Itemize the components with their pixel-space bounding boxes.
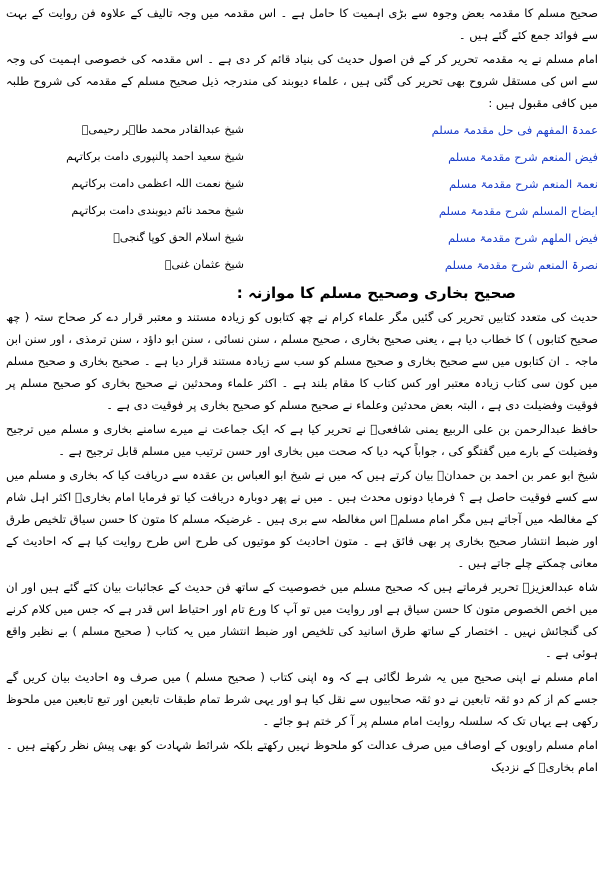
list-item <box>6 224 598 251</box>
book-title: فیض الملھم شرح مقدمۃ مسلم <box>448 230 598 245</box>
list-item <box>6 116 598 143</box>
body-paragraph-2: حافظ عبدالرحمن بن علی الربیع یمنی شافعیؒ نے تحریر کیا ہے کہ ایک جماعت نے میرے سامنے بخاری و مسلم میں ترجیح وفضیلت کے بارے میں گفتگو کی ، جواباً کہہ دیا کہ صحت میں بخاری اور حسن ترتیب میں مسلم قابل ترجیح ہے ۔ <box>6 422 598 458</box>
body-paragraph-1: حدیث کی متعدد کتابیں تحریر کی گئیں مگر علماء کرام نے چھ کتابوں کو زیادہ مستند و معتبر قرار دے کر صحاح ستہ ( چھ صحیح کتابوں ) کا خطاب دیا ہے ، یعنی صحیح بخاری ، صحیح مسلم ، سنن نسائی ، سنن ابو داؤد ، سنن ترمذی ، اور سنن ابن ماجہ ۔ ان کتابوں میں سے صحیح بخاری و صحیح مسلم کو سب سے زیادہ مستند قرار دیا ہے ۔ صحیح بخاری و صحیح مسلم میں کون سی کتاب زیادہ معتبر اور کس کتاب کا مقام بلند ہے ۔ اکثر علماء ومحدثین نے صحیح بخاری کو صحیح مسلم پر فوقیت وفضیلت دی ہے ، البتہ بعض محدثین وعلماء نے صحیح مسلم کو صحیح بخاری پر فوقیت دی ہے ۔ <box>6 310 598 412</box>
commentaries-list <box>6 116 598 278</box>
book-title: عمدۃ المفھم فی حل مقدمۃ مسلم <box>431 122 598 137</box>
body-paragraph-5: امام مسلم نے اپنی صحیح میں یہ شرط لگائی ہے کہ وہ اپنی کتاب ( صحیح مسلم ) میں صرف وہ احادیث بیان کریں گے جسے کم از کم دو ثقہ تابعین نے دو ثقہ صحابیوں سے نقل کیا ہو اور یہی شرط تمام طبقات تابعین اور تبع تابعین میں ملحوظ رکھی ہے یہاں تک کہ سلسلہ روایت امام مسلم پر آ کر ختم ہو جائے ۔ <box>6 670 598 728</box>
book-author: شیخ نعمت اللہ اعظمی دامت برکاتہم <box>71 177 244 190</box>
book-author: شیخ عبدالقادر محمد طاہر رحیمیؒ <box>81 123 244 136</box>
book-title: ایضاح المسلم شرح مقدمۃ مسلم <box>438 203 598 218</box>
body-paragraph-3: شیخ ابو عمر بن احمد بن حمدانؒ بیان کرتے ہیں کہ میں نے شیخ ابو العباس بن عقدہ سے دریافت کیا کہ بخاری و مسلم میں سے کسے فوقیت حاصل ہے ؟ فرمایا دونوں محدث ہیں ۔ میں نے پھر دوبارہ دریافت کیا تو فرمایا امام بخاریؒ اکثر اہل شام کے مغالطہ میں آجاتے ہیں مگر امام مسلمؒ اس مغالطہ سے بری ہیں ۔ غرضیکہ مسلم کا متون کا حسن سیاق تلخیص طرق اور ضبط انتشار صحیح بخاری پر بھی فائق ہے ۔ متون احادیث کو موتیوں کی طرح اس طرح روایت کیا ہے کہ احادیث کے معانی چمکتے چلے جاتے ہیں ۔ <box>6 468 598 570</box>
section-heading: صحیح بخاری وصحیح مسلم کا موازنہ : <box>236 284 516 302</box>
body-paragraph-6: امام مسلم راویوں کے اوصاف میں صرف عدالت کو ملحوظ نہیں رکھتے بلکہ شرائط شہادت کو بھی پیش نظر رکھتے ہیں ۔ امام بخاریؒ کے نزدیک <box>6 738 598 774</box>
book-title: نصرۃ المنعم شرح مقدمۃ مسلم <box>444 257 598 272</box>
body-paragraph-4: شاہ عبدالعزیزؒ تحریر فرماتے ہیں کہ صحیح مسلم میں خصوصیت کے ساتھ فن حدیث کے عجائبات بیان کئے گئے ہیں اور ان میں اخص الخصوص متون کا حسن سیاق ہے اور روایت میں تو آپ کا ورع تام اور احتیاط اس قدر ہے کہ جس میں کلام کرنے کی گنجائش نہیں ۔ اختصار کے ساتھ طرق اسانید کی تلخیص اور ضبط انتشار میں یہ کتاب ( صحیح مسلم ) بے نظیر واقع ہوئی ہے ۔ <box>6 580 598 660</box>
book-author: شیخ سعید احمد پالنپوری دامت برکاتہم <box>66 150 244 163</box>
list-item <box>6 251 598 278</box>
intro-paragraph-2: امام مسلم نے یہ مقدمہ تحریر کر کے فن اصول حدیث کی بنیاد قائم کر دی ہے ۔ اس مقدمہ کی خصوصی اہمیت کی وجہ سے اس کی مستقل شروح بھی تحریر کی گئی ہیں ، علماء دیوبند کی مندرجہ ذیل صحیح مسلم کے مقدمہ کی شروح طلبہ میں کافی مقبول ہیں : <box>6 52 598 110</box>
book-author: شیخ اسلام الحق کوپا گنجیؒ <box>113 231 244 244</box>
book-title: فیض المنعم شرح مقدمۃ مسلم <box>448 149 598 164</box>
book-author: شیخ عثمان غنیؒ <box>164 258 244 271</box>
list-item <box>6 197 598 224</box>
list-item <box>6 170 598 197</box>
book-author: شیخ محمد نائم دیوبندی دامت برکاتہم <box>71 204 244 217</box>
list-item <box>6 143 598 170</box>
book-title: نعمۃ المنعم شرح مقدمۃ مسلم <box>449 176 598 191</box>
intro-paragraph-1: صحیح مسلم کا مقدمہ بعض وجوہ سے بڑی اہمیت کا حامل ہے ۔ اس مقدمہ میں وجہ تالیف کے علاوہ فن روایت کے بہت سے فوائد جمع کئے گئے ہیں ۔ <box>6 6 598 42</box>
